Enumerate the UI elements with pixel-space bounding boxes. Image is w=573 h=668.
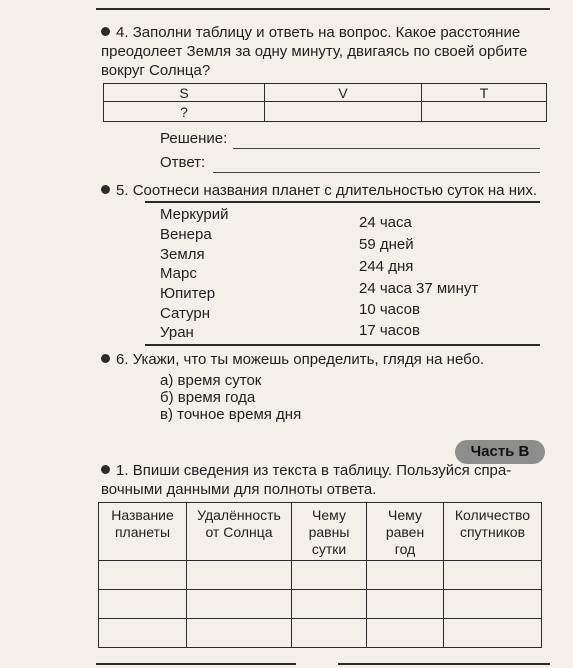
top-rule [96, 8, 550, 10]
table-row [99, 590, 542, 619]
table-cell-s[interactable]: ? [104, 102, 265, 122]
table-cell[interactable] [187, 561, 292, 590]
option-a[interactable]: а) время суток [160, 372, 262, 389]
bottom-rule-left [96, 663, 296, 665]
planet-mars: Марс [160, 265, 197, 282]
planet-venus: Венера [160, 226, 212, 243]
task-6-text: Укажи, что ты можешь определить, глядя на небо. [132, 351, 485, 368]
table-cell[interactable] [187, 590, 292, 619]
bullet-icon [101, 354, 110, 363]
part-b-task-1-number: 1. [116, 462, 129, 479]
planets-info-table [98, 502, 542, 648]
task-4-text: Заполни таблицу и ответь на вопрос. Какое расстояние преодолеет Земля за одну минуту, двигаясь по своей орбите вокруг Солнца? [101, 24, 528, 79]
table-header-t: T [422, 84, 547, 102]
solution-label: Решение: [160, 130, 228, 147]
task-5-underline [145, 201, 540, 203]
option-b[interactable]: б) время года [160, 389, 256, 406]
header-distance-from-sun: Удалённость от Солнца [187, 503, 292, 561]
table-cell[interactable] [444, 590, 542, 619]
header-planet-name: Название планеты [99, 503, 187, 561]
answer-label: Ответ: [160, 154, 206, 171]
header-day-length: Чему равны сутки [292, 503, 367, 561]
answer-line[interactable] [213, 172, 540, 173]
table-row [99, 619, 542, 648]
planet-saturn: Сатурн [160, 305, 211, 322]
planet-jupiter: Юпитер [160, 285, 216, 302]
part-b-task-1-line-1: Впиши сведения из текста в таблицу. Пользуйся спра- [132, 462, 512, 479]
task-6-question [101, 350, 553, 369]
header-satellite-count: Количество спутников [444, 503, 542, 561]
duration-17-hours: 17 часов [359, 322, 420, 339]
header-year-length: Чему равен год [367, 503, 444, 561]
table-cell[interactable] [99, 619, 187, 648]
duration-10-hours: 10 часов [359, 301, 420, 318]
table-cell[interactable] [367, 619, 444, 648]
table-cell[interactable] [99, 561, 187, 590]
table-row [99, 561, 542, 590]
bullet-icon [101, 27, 110, 36]
part-b-task-1-question [101, 461, 553, 499]
duration-24h-37m: 24 часа 37 минут [359, 280, 479, 297]
task-5-text: Соотнеси названия планет с длительностью суток на них. [132, 182, 538, 199]
task-5-question [101, 181, 553, 200]
table-header-s: S [104, 84, 265, 102]
part-b-task-1-line-2: вочными данными для полноты ответа. [101, 481, 377, 498]
table-cell[interactable] [99, 590, 187, 619]
table-cell-t[interactable] [422, 102, 547, 122]
duration-59-days: 59 дней [359, 236, 414, 253]
part-b-badge: Часть В [455, 440, 545, 464]
duration-244-days: 244 дня [359, 258, 414, 275]
task-6-topline [145, 344, 540, 346]
table-cell[interactable] [444, 619, 542, 648]
bullet-icon [101, 465, 110, 474]
table-cell[interactable] [367, 590, 444, 619]
planet-mercury: Меркурий [160, 206, 229, 223]
task-4-table [103, 83, 547, 122]
option-c[interactable]: в) точное время дня [160, 406, 302, 423]
table-cell[interactable] [292, 561, 367, 590]
table-cell[interactable] [444, 561, 542, 590]
solution-answer-line[interactable] [233, 148, 540, 149]
task-4-number: 4. [116, 24, 129, 41]
task-5-number: 5. [116, 182, 129, 199]
bullet-icon [101, 185, 110, 194]
table-cell[interactable] [292, 619, 367, 648]
planet-earth: Земля [160, 246, 205, 263]
table-cell-v[interactable] [265, 102, 422, 122]
table-cell[interactable] [187, 619, 292, 648]
table-header-v: V [265, 84, 422, 102]
planet-uranus: Уран [160, 324, 194, 341]
table-cell[interactable] [292, 590, 367, 619]
table-cell[interactable] [367, 561, 444, 590]
bottom-rule-right [338, 663, 550, 665]
duration-24-hours: 24 часа [359, 214, 412, 231]
task-6-number: 6. [116, 351, 129, 368]
task-4-question [101, 23, 553, 80]
